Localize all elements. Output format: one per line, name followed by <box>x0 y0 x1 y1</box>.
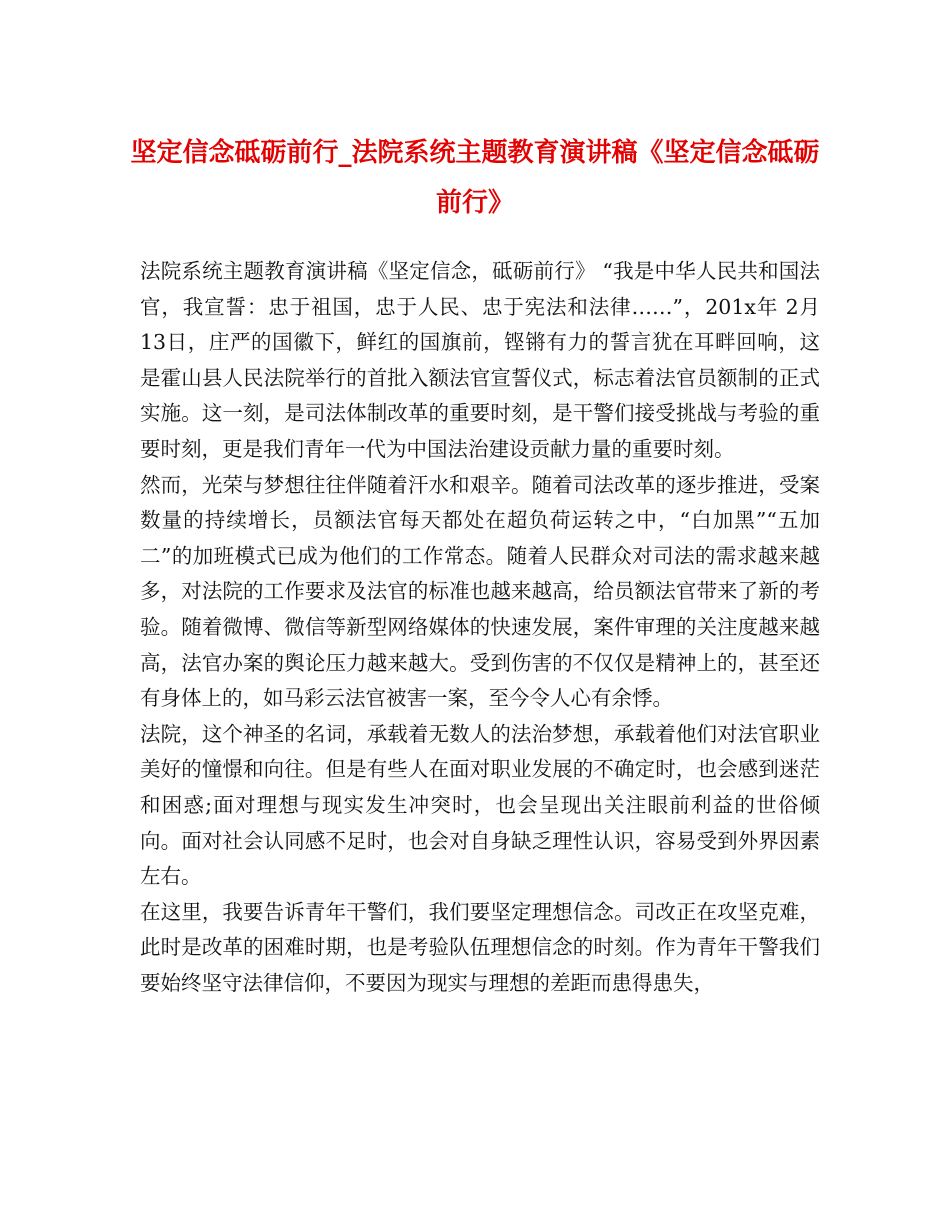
document-body <box>140 254 820 1001</box>
paragraph-3: 法院，这个神圣的名词，承载着无数人的法治梦想，承载着他们对法官职业美好的憧憬和向往。但是有些人在面对职业发展的不确定时，也会感到迷茫和困惑;面对理想与现实发生冲突时，也会呈现出关注眼前利益的世俗倾向。面对社会认同感不足时，也会对自身缺乏理性认识，容易受到外界因素左右。 <box>140 721 820 889</box>
document-title: 坚定信念砥砺前行_法院系统主题教育演讲稿《坚定信念砥砺前行》 <box>130 138 820 218</box>
paragraph-1: 法院系统主题教育演讲稿《坚定信念，砥砺前行》 “我是中华人民共和国法官，我宣誓：忠于祖国，忠于人民、忠于宪法和法律……”，201x年 2月13日，庄严的国徽下，鲜红的国旗前，铿锵有力的誓言犹在耳畔回响，这是霍山县人民法院举行的首批入额法官宣誓仪式，标志着法官员额制的正式实施。这一刻，是司法体制改革的重要时刻，是干警们接受挑战与考验的重要时刻，更是我们青年一代为中国法治建设贡献力量的重要时刻。 <box>140 259 820 461</box>
paragraph-4: 在这里，我要告诉青年干警们，我们要坚定理想信念。司改正在攻坚克难，此时是改革的困难时期，也是考验队伍理想信念的时刻。作为青年干警我们要始终坚守法律信仰，不要因为现实与理想的差距而患得患失， <box>140 899 820 995</box>
paragraph-2: 然而，光荣与梦想往往伴随着汗水和艰辛。随着司法改革的逐步推进，受案数量的持续增长，员额法官每天都处在超负荷运转之中，“白加黑”“五加二”的加班模式已成为他们的工作常态。随着人民群众对司法的需求越来越多，对法院的工作要求及法官的标准也越来越高，给员额法官带来了新的考验。随着微博、微信等新型网络媒体的快速发展，案件审理的关注度越来越高，法官办案的舆论压力越来越大。受到伤害的不仅仅是精神上的，甚至还有身体上的，如马彩云法官被害一案，至今令人心有余悸。 <box>140 472 820 711</box>
